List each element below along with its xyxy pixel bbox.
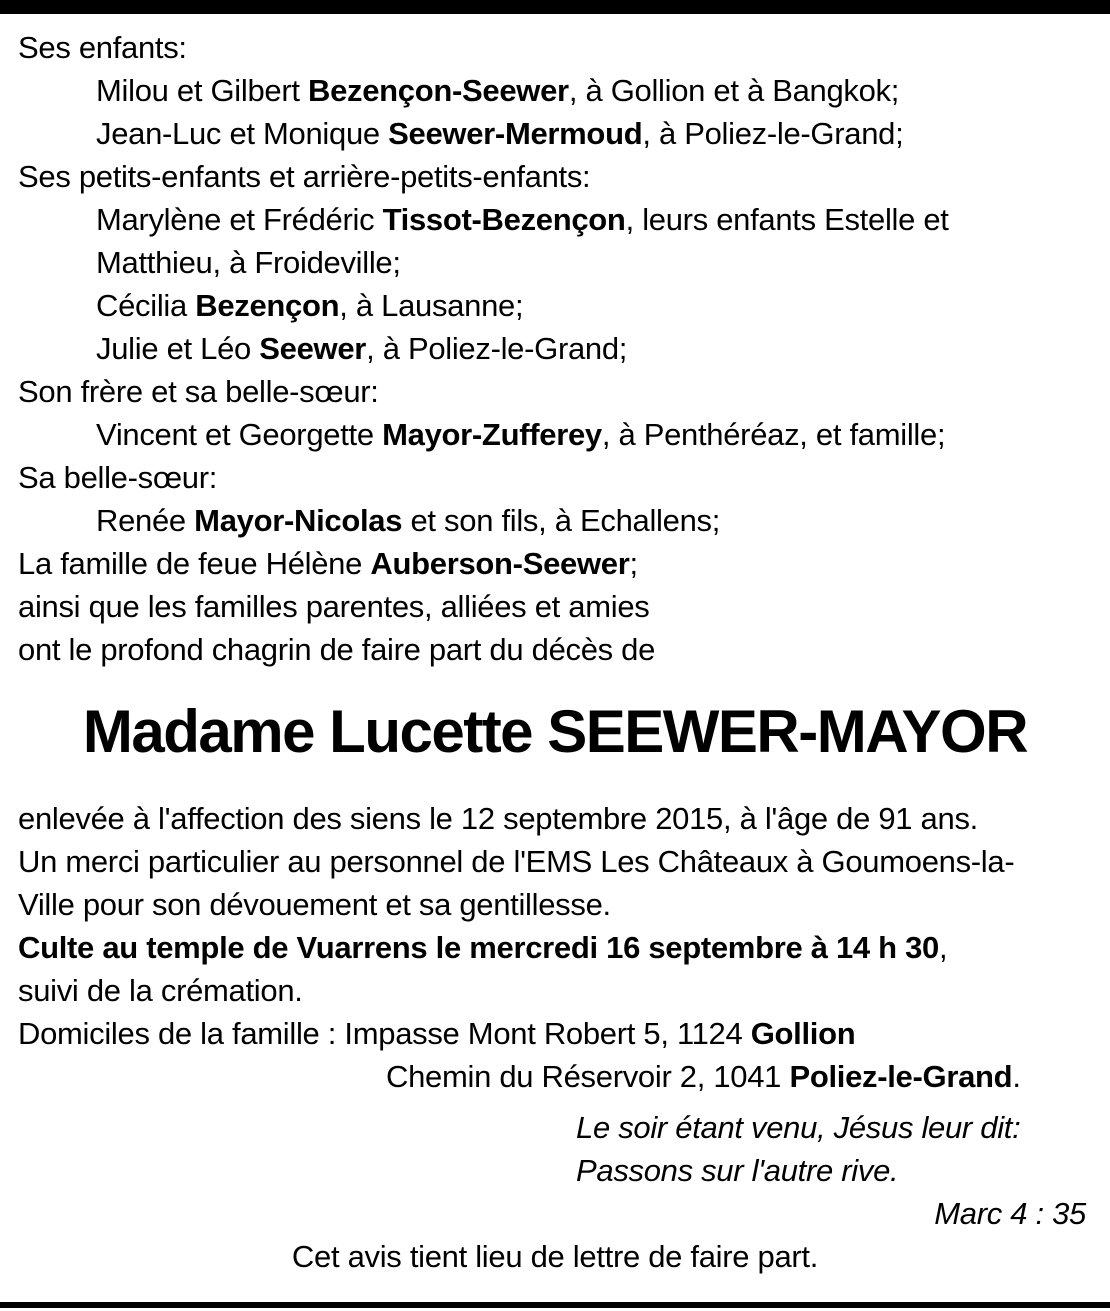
top-rule [0,0,1110,14]
notice-line [18,628,1092,671]
text-segment: Sa belle-sœur: [18,460,218,495]
name-bold-segment: Tissot-Bezençon [382,202,626,237]
notice-line [18,797,1092,840]
text-segment: Ses enfants: [18,30,187,65]
notice-line [18,327,1092,370]
notice-line [18,883,1092,926]
name-bold-segment: Bezençon-Seewer [307,73,569,108]
notice-line [18,413,1092,456]
notice-line [18,198,1092,241]
notice-line [18,284,1092,327]
text-segment: Ses petits-enfants et arrière-petits-enfants: [18,159,591,194]
notice-line [18,241,1092,284]
notice-line [18,155,1092,198]
text-segment: Son frère et sa belle-sœur: [18,374,379,409]
text-segment: , à Poliez-le-Grand; [642,116,904,151]
bottom-rule [0,1302,1110,1308]
scripture-quote [18,1106,1092,1192]
text-segment: suivi de la crémation. [18,973,303,1008]
notice-line [18,69,1092,112]
notice-line [18,542,1092,585]
quote-line-2: Passons sur l'autre rive. [576,1153,899,1188]
death-notice [0,14,1110,1278]
text-segment: Matthieu, à Froideville; [96,245,401,280]
notice-line [18,499,1092,542]
name-bold-segment: Mayor-Nicolas [194,503,403,538]
name-bold-segment: Gollion [750,1016,856,1051]
name-bold-segment: Bezençon [195,288,340,323]
text-segment: , à Lausanne; [339,288,524,323]
name-bold-segment: Seewer [259,331,367,366]
text-segment: Ville pour son dévouement et sa gentillesse. [18,887,611,922]
text-segment: Jean-Luc et Monique [96,116,389,151]
notice-line [18,1055,1092,1098]
text-segment: ont le profond chagrin de faire part du décès de [18,632,656,667]
text-segment: enlevée à l'affection des siens le 12 septembre 2015, à l'âge de 91 ans. [18,801,978,836]
name-bold-segment: Poliez-le-Grand [789,1059,1013,1094]
text-segment: Vincent et Georgette [96,417,383,452]
details-lines-section [18,797,1092,1098]
text-segment: , leurs enfants Estelle et [625,202,949,237]
text-segment: ; [629,546,638,581]
notice-line [18,969,1092,1012]
notice-line [18,585,1092,628]
notice-line [18,456,1092,499]
name-bold-segment: Auberson-Seewer [370,546,630,581]
name-bold-segment: Mayor-Zufferey [382,417,602,452]
text-segment: ainsi que les familles parentes, alliées et amies [18,589,650,624]
text-segment: Chemin du Réservoir 2, 1041 [386,1059,790,1094]
text-segment: , à Penthéréaz, et famille; [601,417,946,452]
text-segment: Domiciles de la famille : Impasse Mont Robert 5, 1124 [18,1016,751,1051]
text-segment: , à Gollion et à Bangkok; [568,73,900,108]
notice-line [18,1012,1092,1055]
family-lines-section [18,26,1092,671]
text-segment: Milou et Gilbert [96,73,308,108]
text-segment: , [939,930,948,965]
deceased-name-title: Madame Lucette SEEWER-MAYOR [82,698,1028,765]
text-segment: Cécilia [96,288,196,323]
notice-line [18,926,1092,969]
text-segment: et son fils, à Echallens; [402,503,721,538]
name-bold-segment: Culte au temple de Vuarrens le mercredi 16 septembre à 14 h 30 [18,930,939,965]
quote-reference: Marc 4 : 35 [934,1196,1086,1231]
name-bold-segment: Seewer-Mermoud [388,116,643,151]
text-segment: Julie et Léo [96,331,260,366]
notice-line [18,26,1092,69]
text-segment: La famille de feue Hélène [18,546,371,581]
notice-line [18,370,1092,413]
notice-line [18,840,1092,883]
text-segment: Un merci particulier au personnel de l'EMS Les Châteaux à Goumoens-la- [18,844,1015,879]
text-segment: , à Poliez-le-Grand; [366,331,628,366]
text-segment: Renée [96,503,195,538]
text-segment: . [1012,1059,1021,1094]
notice-line [18,112,1092,155]
text-segment: Marylène et Frédéric [96,202,383,237]
closing-line: Cet avis tient lieu de lettre de faire part. [291,1239,819,1274]
quote-line-1: Le soir étant venu, Jésus leur dit: [576,1110,1021,1145]
